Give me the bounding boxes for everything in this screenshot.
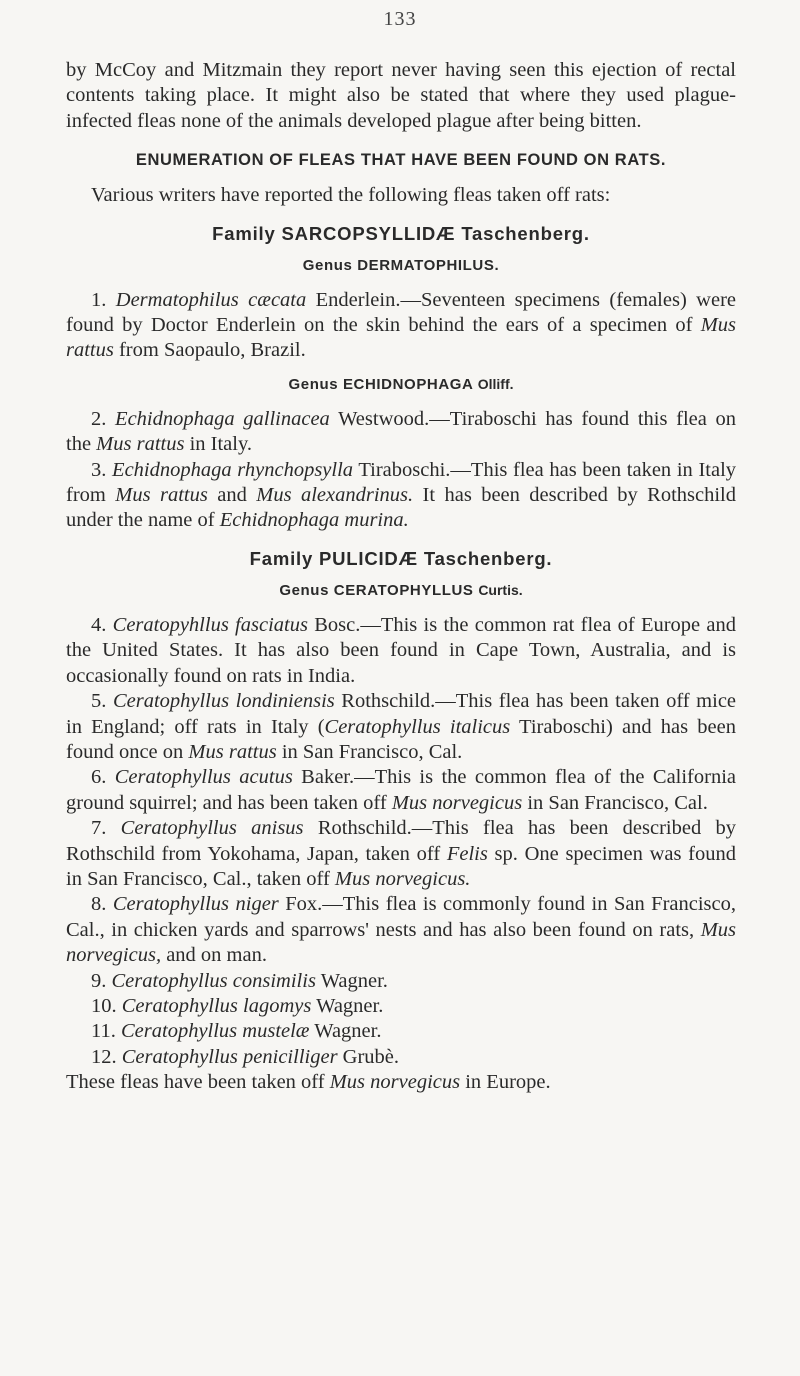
species-name: Echidnophaga rhynchopsylla	[112, 458, 354, 481]
entry-5	[66, 689, 736, 765]
host-name: Mus norvegicus	[391, 791, 523, 814]
entry-text: Rothschild.—This flea has been taken off mice in England; off rats in Italy (	[66, 690, 737, 738]
genus-author: Olliff.	[477, 375, 514, 392]
entry-number: 7.	[91, 817, 107, 840]
species-name: Echidnophaga gallinacea	[115, 407, 330, 430]
species-name: Ceratophyllus lagomys	[121, 994, 312, 1017]
species-name: Dermatophilus cæcata	[115, 288, 307, 311]
species-name: Ceratophyllus acutus	[114, 766, 293, 789]
closing-sentence	[66, 1070, 736, 1095]
entry-text: from Saopaulo, Brazil.	[113, 339, 306, 362]
host-name: Mus norvegicus,	[66, 918, 736, 967]
genus-name: Genus DERMATOPHILUS.	[302, 256, 500, 274]
host-name: Mus rattus	[66, 314, 736, 362]
host-name: Felis	[446, 842, 488, 865]
family-author: Taschenberg.	[461, 222, 590, 244]
host-name: Mus rattus	[115, 484, 208, 507]
entry-text: in Italy.	[184, 433, 253, 456]
entry-number: 9.	[91, 969, 107, 992]
entry-1	[66, 288, 736, 364]
intro-paragraph: by McCoy and Mitzmain they report never having seen this ejection of rectal contents taking place. It might also be stated that where they used plague-infected fleas none of the animals developed plague after being bitten.	[66, 59, 736, 132]
entry-11	[66, 1019, 736, 1044]
host-name: Mus alexandrinus.	[256, 484, 414, 507]
family-name: Family SARCOPSYLLIDÆ	[212, 222, 456, 244]
species-name: Ceratophyllus niger	[112, 893, 279, 916]
synonym-name: Ceratophyllus italicus	[324, 715, 511, 738]
entry-number: 11.	[91, 1020, 116, 1043]
entry-text: Rothschild.—This flea has been described by Rothschild from Yokohama, Japan, taken off	[66, 817, 736, 865]
species-author: Wagner.	[309, 1020, 382, 1043]
closing-text: in Europe.	[460, 1071, 551, 1094]
entry-9	[66, 969, 736, 994]
entry-3	[66, 458, 736, 534]
entry-text: and on man.	[161, 944, 267, 967]
page-number: 133	[383, 8, 417, 30]
genus-heading-echidnophaga	[66, 376, 736, 393]
entry-text: Enderlein.—Seventeen specimens (females) were found by Doctor Enderlein on the skin behind the ears of a specimen of	[66, 288, 736, 337]
entry-text: Bosc.—This is the common rat flea of Europe and the United States. It has also been found in Cape Town, Australia, and is occasionally found on rats in India.	[66, 613, 736, 687]
section-heading: ENUMERATION OF FLEAS THAT HAVE BEEN FOUND ON RATS.	[135, 151, 667, 170]
entry-text: in San Francisco, Cal.	[522, 791, 708, 814]
synonym-name: Echidnophaga murina.	[219, 509, 409, 532]
entry-text: Tiraboschi) and has been found once on	[66, 715, 737, 763]
genus-heading-dermatophilus	[66, 257, 736, 274]
entry-8	[66, 892, 736, 968]
family-heading-sarcopsyllidae	[66, 223, 736, 245]
entry-2	[66, 407, 736, 458]
species-author: Wagner.	[311, 994, 384, 1017]
entry-number: 5.	[91, 690, 107, 713]
entry-text: sp. One specimen was found in San Francisco, Cal., taken off	[66, 842, 736, 890]
species-name: Ceratophyllus penicilliger	[121, 1045, 338, 1068]
host-name: Mus rattus	[96, 433, 185, 456]
family-name: Family PULICIDÆ	[249, 547, 418, 569]
species-name: Ceratophyllus anisus	[120, 817, 304, 840]
entry-number: 2.	[91, 407, 107, 430]
genus-name: Genus ECHIDNOPHAGA	[288, 375, 473, 393]
entry-text: and	[207, 484, 257, 507]
genus-name: Genus CERATOPHYLLUS	[279, 581, 474, 599]
entry-number: 4.	[91, 613, 107, 636]
entry-number: 1.	[91, 288, 107, 311]
entry-text: It has been described by Rothschild under the name of	[66, 484, 736, 532]
closing-text: These fleas have been taken off	[66, 1071, 330, 1094]
entry-6	[66, 765, 736, 816]
host-name: Mus rattus	[188, 740, 277, 763]
entry-number: 3.	[91, 458, 107, 481]
host-name: Mus norvegicus.	[334, 867, 471, 890]
entry-text: Fox.—This flea is commonly found in San Francisco, Cal., in chicken yards and sparrows' nests and has also been found on rats,	[66, 893, 737, 941]
entry-number: 8.	[91, 893, 107, 916]
section-intro: Various writers have reported the following fleas taken off rats:	[91, 184, 611, 207]
entry-text: Baker.—This is the common flea of the California ground squirrel; and has been taken off	[66, 766, 737, 814]
entry-text: Westwood.—Tiraboschi has found this flea on the	[66, 407, 736, 456]
family-heading-pulicidae	[66, 548, 736, 570]
entry-number: 6.	[91, 766, 107, 789]
species-name: Ceratophyllus londiniensis	[112, 690, 335, 713]
genus-heading-ceratophyllus	[66, 582, 736, 599]
species-name: Ceratophyllus mustelæ	[121, 1020, 310, 1043]
genus-author: Curtis.	[478, 581, 523, 598]
species-author: Grubè.	[337, 1045, 400, 1068]
species-name: Ceratopyhllus fasciatus	[112, 613, 308, 636]
body-text	[66, 58, 736, 1096]
family-author: Taschenberg.	[423, 547, 553, 569]
host-name: Mus norvegicus	[329, 1071, 461, 1094]
entry-text: in San Francisco, Cal.	[276, 740, 463, 763]
species-name: Ceratophyllus consimilis	[111, 969, 316, 992]
entry-7	[66, 816, 736, 892]
entry-10	[66, 994, 736, 1019]
entry-number: 12.	[91, 1045, 117, 1068]
species-author: Wagner.	[315, 969, 388, 992]
entry-text: Tiraboschi.—This flea has been taken in Italy from	[66, 458, 737, 507]
entry-number: 10.	[91, 994, 117, 1017]
entry-4	[66, 613, 736, 689]
entry-12	[66, 1045, 736, 1070]
